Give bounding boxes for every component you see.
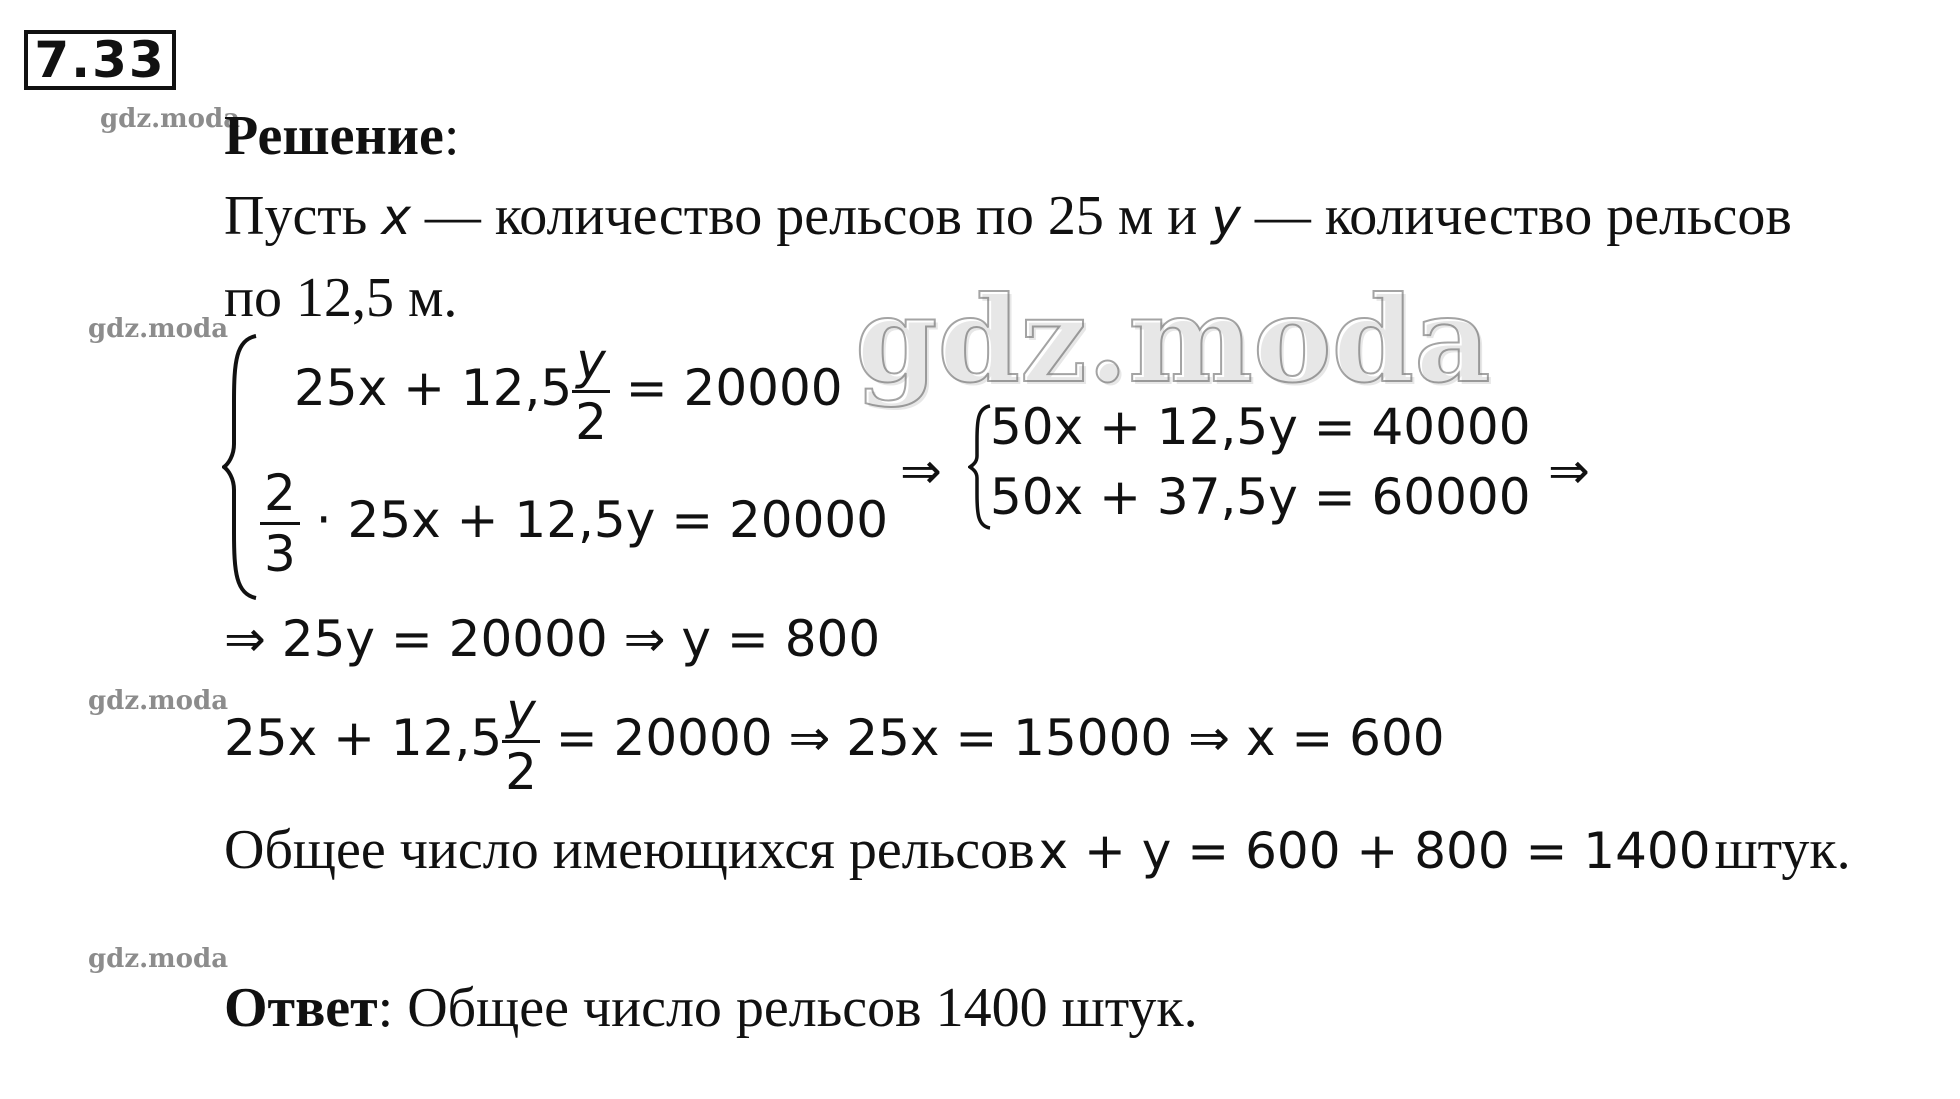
fraction-denominator: 3 <box>264 525 296 583</box>
intro-line-2: по 12,5 м. <box>224 267 458 329</box>
total-line <box>224 818 1851 882</box>
y-result-line: ⇒ 25y = 20000 ⇒ y = 800 <box>224 610 881 668</box>
intro-line-1 <box>224 184 1792 248</box>
fraction-denominator: 2 <box>505 743 537 801</box>
system1-equation-2 <box>260 464 889 583</box>
fraction-numerator: 2 <box>260 468 300 525</box>
solution-colon: : <box>443 105 460 167</box>
answer-text: : Общее число рельсов 1400 штук. <box>377 977 1198 1039</box>
fraction-denominator: 2 <box>575 393 607 451</box>
fraction-numerator: y <box>502 686 540 743</box>
answer-line <box>224 976 1198 1040</box>
watermark-large: gdz.moda <box>855 270 1491 409</box>
total-expression: x + y = 600 + 800 = 1400 <box>1038 822 1711 880</box>
eq-part: 25x + 12,5 <box>294 359 573 417</box>
implies-arrow: ⇒ <box>900 442 942 500</box>
system1-equation-1 <box>294 332 843 451</box>
intro-text: Пусть <box>224 185 368 247</box>
eq-part: = 20000 <box>625 359 843 417</box>
intro-text: — количество рельсов <box>1254 185 1792 247</box>
watermark-small: gdz.moda <box>88 944 229 974</box>
fraction <box>502 682 540 801</box>
fraction-numerator: y <box>572 336 610 393</box>
eq-part: = 20000 ⇒ 25x = 15000 ⇒ x = 600 <box>555 709 1445 767</box>
solution-heading <box>224 104 459 168</box>
system-brace-left <box>222 332 262 602</box>
watermark-small: gdz.moda <box>88 686 229 716</box>
eq-part: · 25x + 12,5y = 20000 <box>315 491 889 549</box>
system2-equation-2: 50x + 37,5y = 60000 <box>990 468 1531 526</box>
fraction <box>572 332 610 451</box>
intro-text: — количество рельсов по 25 м и <box>424 185 1198 247</box>
fraction <box>260 464 300 583</box>
answer-label: Ответ <box>224 977 378 1039</box>
eq-part: 25x + 12,5 <box>224 709 503 767</box>
solution-label: Решение <box>224 105 444 167</box>
problem-number: 7.33 <box>24 30 176 90</box>
system2-equation-1: 50x + 12,5y = 40000 <box>990 398 1531 456</box>
x-result-line <box>224 682 1445 801</box>
implies-arrow: ⇒ <box>1548 442 1590 500</box>
total-unit: штук. <box>1714 819 1851 881</box>
variable-y: y <box>1211 188 1241 246</box>
watermark-small: gdz.moda <box>88 314 229 344</box>
total-text: Общее число имеющихся рельсов <box>224 819 1035 881</box>
watermark-small: gdz.moda <box>100 104 241 134</box>
variable-x: x <box>381 188 411 246</box>
